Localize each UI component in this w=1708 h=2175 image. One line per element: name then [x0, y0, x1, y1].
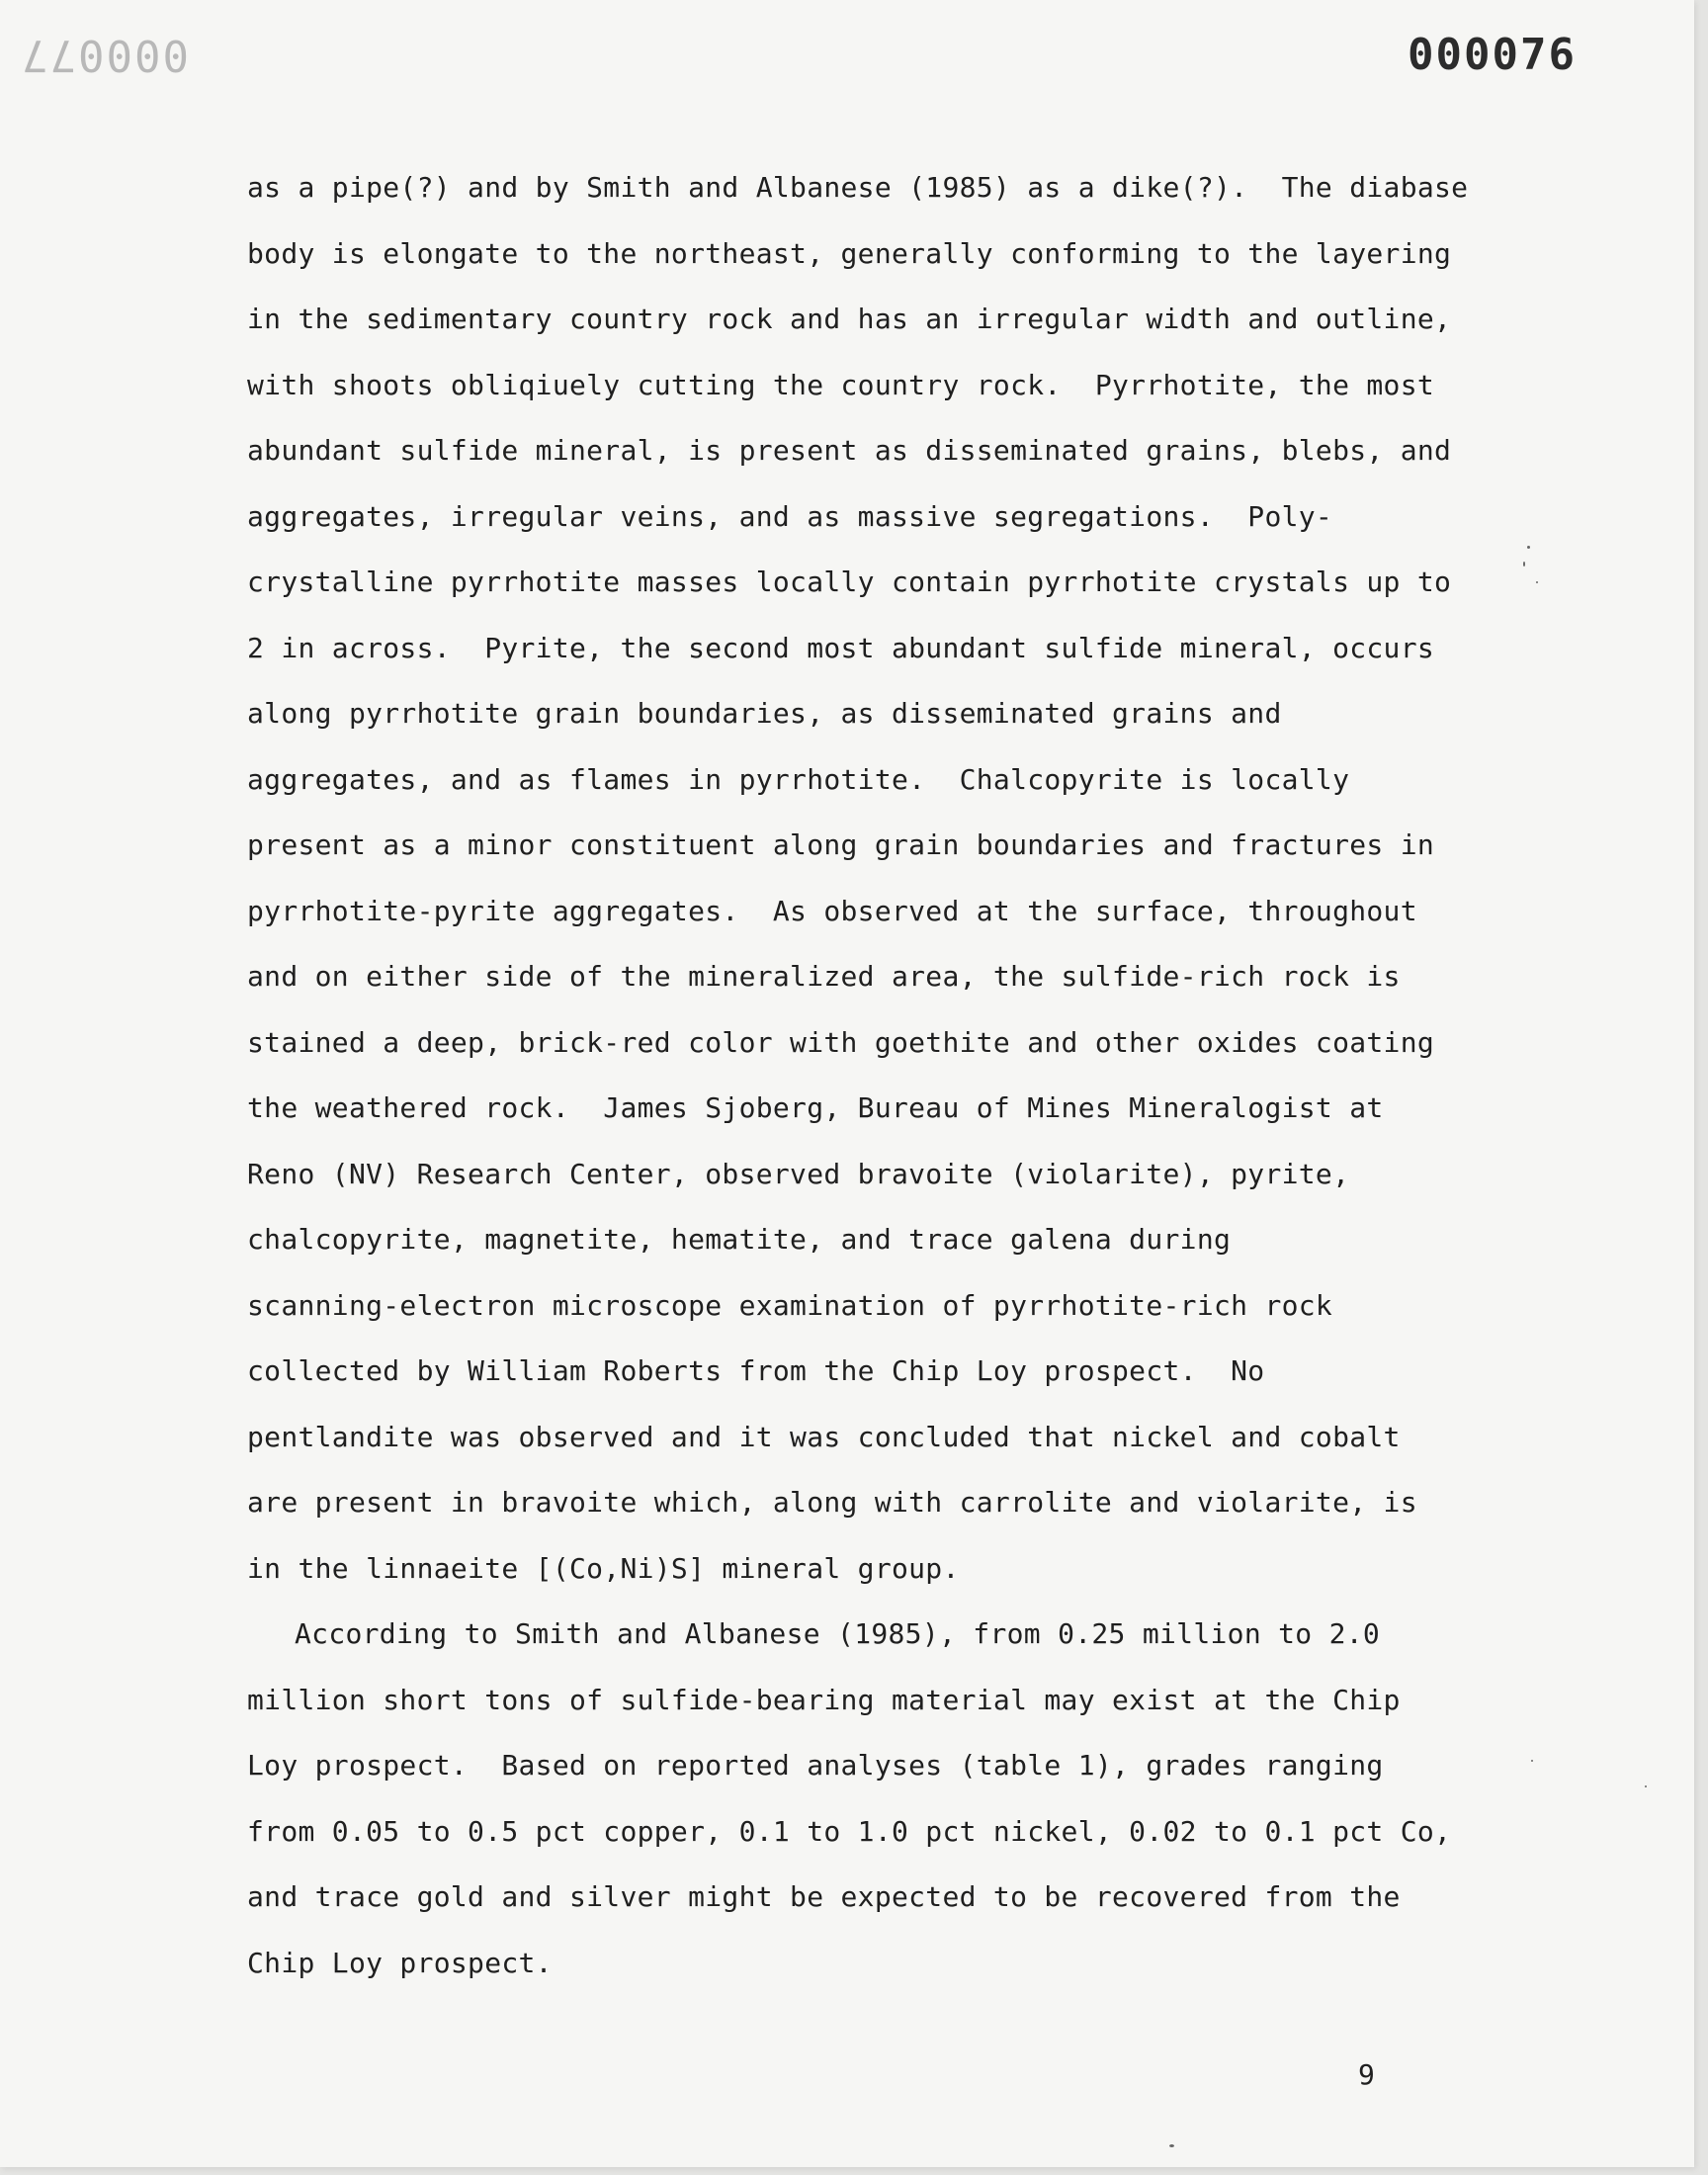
text-line: from 0.05 to 0.5 pct copper, 0.1 to 1.0 pct nickel, 0.02 to 0.1 pct Co, — [247, 1814, 1452, 1848]
text-line: along pyrrhotite grain boundaries, as disseminated grains and — [247, 697, 1282, 730]
text-line: and trace gold and silver might be expected to be recovered from the — [247, 1880, 1401, 1913]
text-line: Chip Loy prospect. — [247, 1946, 553, 1979]
text-line: the weathered rock. James Sjoberg, Bureau of Mines Mineralogist at — [247, 1091, 1384, 1124]
scan-speck — [1536, 581, 1538, 583]
text-line: pyrrhotite-pyrite aggregates. As observed at the surface, throughout — [247, 894, 1417, 927]
paragraph-2 — [247, 1602, 1532, 1996]
scan-speck — [1527, 546, 1530, 549]
text-line: body is elongate to the northeast, generally conforming to the layering — [247, 236, 1452, 270]
scan-speck — [1523, 562, 1525, 566]
text-line: million short tons of sulfide-bearing material may exist at the Chip — [247, 1683, 1401, 1716]
text-line: abundant sulfide mineral, is present as disseminated grains, blebs, and — [247, 434, 1452, 467]
scan-speck — [1169, 2144, 1174, 2147]
text-line: present as a minor constituent along grain boundaries and fractures in — [247, 828, 1435, 861]
text-line: stained a deep, brick-red color with goethite and other oxides coating — [247, 1025, 1435, 1059]
document-body — [247, 155, 1532, 1996]
text-line: 2 in across. Pyrite, the second most abundant sulfide mineral, occurs — [247, 631, 1435, 664]
text-line: crystalline pyrrhotite masses locally contain pyrrhotite crystals up to — [247, 566, 1452, 598]
text-line: in the linnaeite [(Co,Ni)S] mineral group. — [247, 1551, 960, 1585]
page-number: 9 — [1358, 2058, 1375, 2091]
text-line: as a pipe(?) and by Smith and Albanese (1985) as a dike(?). The diabase — [247, 171, 1469, 204]
text-line: Loy prospect. Based on reported analyses (table 1), grades ranging — [247, 1749, 1384, 1782]
text-line: aggregates, and as flames in pyrrhotite. Chalcopyrite is locally — [247, 762, 1350, 796]
text-line: with shoots obliqiuely cutting the country rock. Pyrrhotite, the most — [247, 368, 1435, 401]
bates-stamp-faded: 000077 — [20, 30, 189, 80]
text-line: collected by William Roberts from the Chip Loy prospect. No — [247, 1354, 1265, 1387]
paragraph-1 — [247, 155, 1532, 1602]
text-line: According to Smith and Albanese (1985), from 0.25 million to 2.0 — [295, 1617, 1381, 1650]
text-line: scanning-electron microscope examination of pyrrhotite-rich rock — [247, 1288, 1333, 1322]
text-line: Reno (NV) Research Center, observed bravoite (violarite), pyrite, — [247, 1157, 1350, 1190]
text-line: are present in bravoite which, along with carrolite and violarite, is — [247, 1486, 1417, 1519]
text-line: and on either side of the mineralized area, the sulfide-rich rock is — [247, 960, 1401, 993]
text-line: chalcopyrite, magnetite, hematite, and trace galena during — [247, 1223, 1232, 1256]
text-line: aggregates, irregular veins, and as massive segregations. Poly- — [247, 499, 1333, 533]
scan-speck — [1645, 1785, 1647, 1787]
text-line: in the sedimentary country rock and has an irregular width and outline, — [247, 303, 1452, 335]
scan-speck — [1531, 1760, 1533, 1762]
bates-stamp: 000076 — [1408, 30, 1577, 80]
text-line: pentlandite was observed and it was concluded that nickel and cobalt — [247, 1420, 1401, 1453]
